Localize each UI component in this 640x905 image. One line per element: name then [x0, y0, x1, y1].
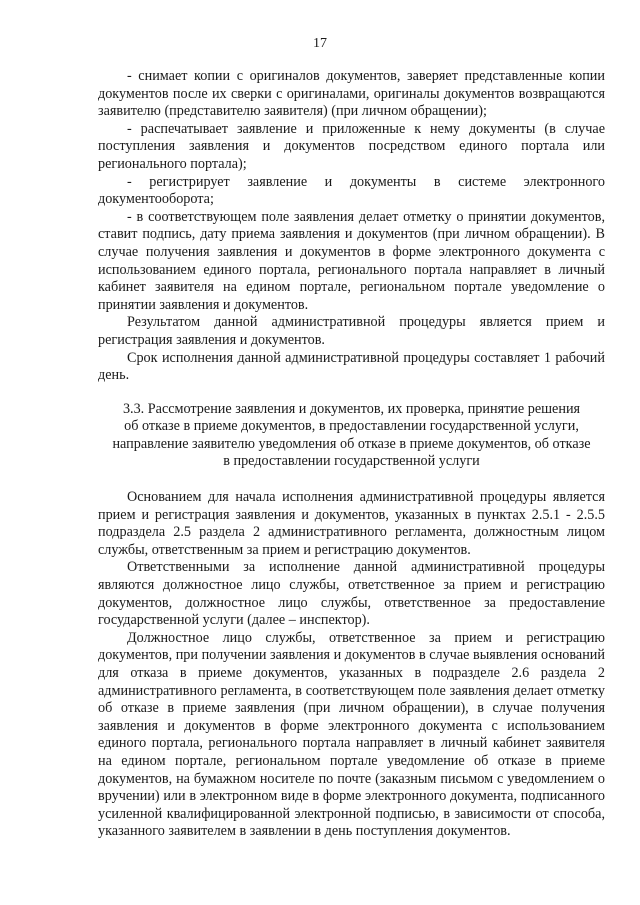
section-heading	[98, 401, 605, 471]
paragraph: Основанием для начала исполнения административной процедуры является прием и регистрация заявления и документов, указанных в пунктах 2.5.1 - 2.5.5 подраздела 2.5 раздела 2 административного регламента, должностным лицом службы, ответственным за прием и регистрацию документов.	[98, 489, 605, 558]
paragraph: - распечатывает заявление и приложенные к нему документы (в случае поступления заявления и документов посредством единого портала или регионального портала);	[98, 120, 605, 172]
paragraph: Ответственными за исполнение данной административной процедуры являются должностное лицо службы, ответственное за прием и регистрацию документов, должностное лицо службы, ответственное за предоставление государственной услуги (далее – инспектор).	[98, 559, 605, 629]
paragraph: Результатом данной административной процедуры является прием и регистрация заявления и документов.	[98, 314, 605, 348]
paragraph: - снимает копии с оригиналов документов, заверяет представленные копии документов после их сверки с оригиналами, оригиналы документов возвращаются заявителю (представителю заявителя) (при личном обращении);	[98, 68, 605, 120]
paragraph: Срок исполнения данной административной процедуры составляет 1 рабочий день.	[98, 349, 605, 384]
section-heading-line: об отказе в приеме документов, в предоставлении государственной услуги,	[124, 418, 579, 435]
document-body	[98, 68, 605, 841]
paragraph: Должностное лицо службы, ответственное за прием и регистрацию документов, при получении заявления и документов в случае выявления оснований для отказа в приеме документов, указанных в подразделе 2.6 раздела 2 административного регламента, в соответствующем поле заявления делает отметку об отказе в приеме заявления (при личном обращении), в случае получения заявления и документов в форме электронного документа с использованием единого портала, регионального портала направляет в личный кабинет заявителя на едином портале, региональном портале уведомление об отказе в приеме документов, на бумажном носителе по почте (заказным письмом с уведомлением о вручении) или в электронном виде в форме электронного документа, подписанного усиленной квалифицированной электронной подписью, в зависимости от способа, указанного заявителем в заявлении в день поступления документов.	[98, 629, 605, 840]
page-number: 17	[313, 36, 327, 51]
section-heading-line: в предоставлении государственной услуги	[223, 453, 480, 470]
section-heading-line: направление заявителю уведомления об отказе в приеме документов, об отказе	[112, 435, 591, 452]
section-heading-line: 3.3. Рассмотрение заявления и документов, их проверка, принятие решения	[122, 400, 581, 417]
paragraph: - регистрирует заявление и документы в системе электронного документооборота;	[98, 173, 605, 208]
paragraph: - в соответствующем поле заявления делает отметку о принятии документов, ставит подпись, дату приема заявления и документов (при личном обращении). В случае получения заявления и документов в форме электронного документа с использованием единого портала, регионального портала направляет в личный кабинет заявителя на едином портале, региональном портале уведомление о принятии заявления и документов.	[98, 208, 605, 313]
